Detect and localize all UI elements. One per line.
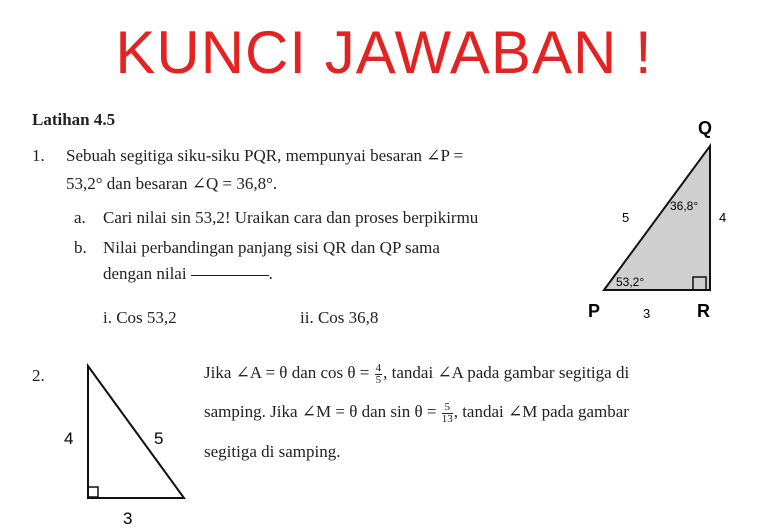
q2-s1-post: , tandai ∠A pada gambar segitiga di bbox=[383, 363, 630, 382]
fraction-denominator: 5 bbox=[375, 373, 382, 386]
fraction-numerator: 5 bbox=[442, 402, 453, 414]
q1b-line2-text: dengan nilai bbox=[103, 264, 187, 283]
q2-s2-pre: samping. Jika ∠M = θ dan sin θ = bbox=[204, 402, 437, 421]
side-qp-label: 5 bbox=[622, 210, 630, 225]
q1-line2: 53,2° dan besaran ∠Q = 36,8°. bbox=[66, 174, 278, 193]
q1-number: 1. bbox=[32, 146, 45, 165]
fraction-denominator: 13 bbox=[441, 412, 453, 425]
answer-key-banner: KUNCI JAWABAN ! bbox=[115, 19, 653, 86]
q1a-label: a. bbox=[74, 208, 86, 227]
q1b-line1: Nilai perbandingan panjang sisi QR dan QP sama bbox=[103, 238, 440, 257]
fraction-numerator: 4 bbox=[375, 361, 382, 374]
q2-sentence-3: segitiga di samping. bbox=[204, 442, 341, 461]
q2-side-hyp-label: 5 bbox=[154, 429, 164, 448]
fraction-four-fifths bbox=[375, 363, 383, 386]
q1-option-1: i. Cos 53,2 bbox=[103, 308, 177, 327]
triangle-pqr bbox=[604, 146, 710, 290]
q1-line1: Sebuah segitiga siku-siku PQR, mempunyai besaran ∠P = bbox=[66, 146, 464, 165]
q2-s2-post: , tandai ∠M pada gambar bbox=[453, 402, 629, 421]
vertex-q-label: Q bbox=[698, 118, 713, 138]
fraction-five-thirteenths bbox=[442, 402, 453, 425]
side-qr-label: 4 bbox=[719, 210, 727, 225]
q1b-label: b. bbox=[74, 238, 87, 257]
side-pr-label: 3 bbox=[643, 306, 651, 321]
angle-q-label: 36,8° bbox=[670, 199, 699, 213]
vertex-r-label: R bbox=[697, 301, 710, 321]
q2-sentence-1 bbox=[204, 360, 629, 386]
vertex-p-label: P bbox=[588, 301, 601, 321]
triangle-q2 bbox=[88, 366, 184, 498]
q2-sentence-2 bbox=[204, 399, 629, 425]
q2-s1-pre: Jika ∠A = θ dan cos θ = bbox=[204, 363, 370, 382]
q2-number: 2. bbox=[32, 366, 45, 385]
q1a-text: Cari nilai sin 53,2! Uraikan cara dan proses berpikirmu bbox=[103, 208, 479, 227]
q1-option-2: ii. Cos 36,8 bbox=[300, 308, 379, 327]
exercise-heading: Latihan 4.5 bbox=[32, 110, 116, 129]
q1b-period: . bbox=[268, 264, 273, 283]
q2-side-left-label: 4 bbox=[64, 429, 74, 448]
angle-p-label: 53,2° bbox=[616, 275, 645, 289]
q2-side-bottom-label: 3 bbox=[123, 509, 133, 528]
